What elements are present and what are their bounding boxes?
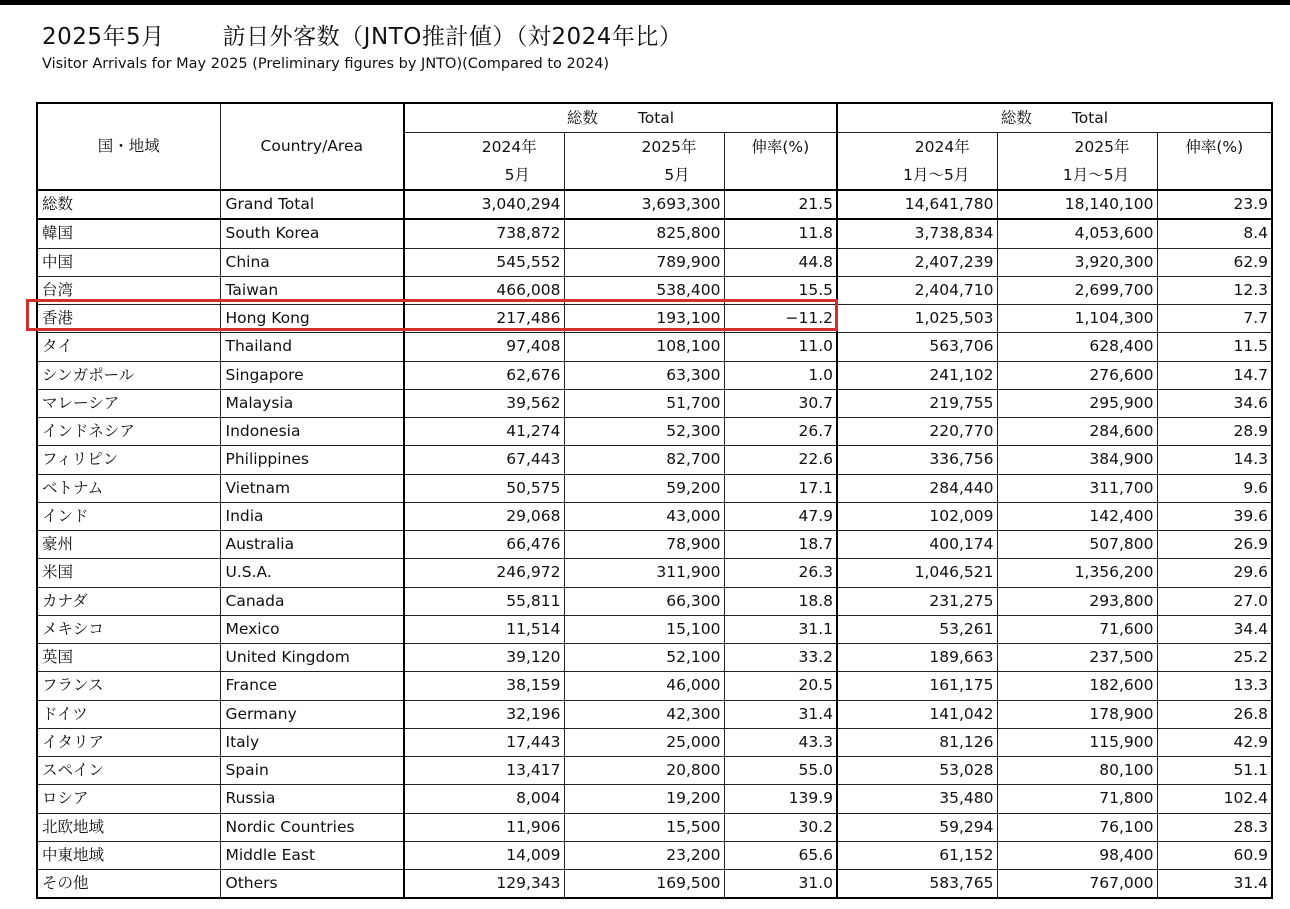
ytd-growth-cell: 7.7 [1157, 305, 1272, 333]
ytd-2025-cell: 276,600 [997, 361, 1157, 389]
row-name-en-cell: Russia [220, 785, 404, 813]
may-2024-cell: 32,196 [404, 700, 564, 728]
table-row [37, 305, 1272, 333]
may-2025-cell: 3,693,300 [564, 190, 724, 219]
ytd-2024-cell: 59,294 [837, 813, 997, 841]
title-main: 訪日外客数（JNTO推計値）（対2024年比） [222, 24, 683, 50]
table-row [37, 841, 1272, 869]
may-2025-cell: 52,300 [564, 418, 724, 446]
may-growth-cell: 20.5 [724, 672, 837, 700]
row-name-en-cell: India [220, 502, 404, 530]
ytd-2025-cell: 2,699,700 [997, 276, 1157, 304]
may-2025-cell: 169,500 [564, 870, 724, 899]
may-growth-cell: 30.2 [724, 813, 837, 841]
table-row [37, 813, 1272, 841]
may-2024-cell: 66,476 [404, 531, 564, 559]
row-name-jp-cell: タイ [37, 333, 220, 361]
ytd-2024-cell: 1,025,503 [837, 305, 997, 333]
ytd-2024-cell: 2,407,239 [837, 248, 997, 276]
ytd-growth-cell: 42.9 [1157, 728, 1272, 756]
ytd-2025-cell: 237,500 [997, 644, 1157, 672]
ytd-growth-cell: 29.6 [1157, 559, 1272, 587]
may-growth-cell: 33.2 [724, 644, 837, 672]
may-2024-cell: 39,120 [404, 644, 564, 672]
may-growth-cell: 1.0 [724, 361, 837, 389]
ytd-growth-cell: 39.6 [1157, 502, 1272, 530]
header-ytd-2025: 2025年 1月～5月 [997, 133, 1157, 191]
row-name-jp-cell: その他 [37, 870, 220, 899]
row-name-jp-cell: ロシア [37, 785, 220, 813]
header-total-ytd: 総数 Total [837, 103, 1272, 133]
may-2024-cell: 50,575 [404, 474, 564, 502]
table-row [37, 559, 1272, 587]
row-name-jp-cell: 英国 [37, 644, 220, 672]
row-name-jp-cell: メキシコ [37, 615, 220, 643]
table-row [37, 190, 1272, 219]
ytd-2024-cell: 220,770 [837, 418, 997, 446]
may-2025-cell: 538,400 [564, 276, 724, 304]
ytd-2024-cell: 53,261 [837, 615, 997, 643]
ytd-2024-cell: 2,404,710 [837, 276, 997, 304]
ytd-2024-cell: 81,126 [837, 728, 997, 756]
row-name-en-cell: Thailand [220, 333, 404, 361]
may-2025-cell: 311,900 [564, 559, 724, 587]
may-2024-cell: 67,443 [404, 446, 564, 474]
row-name-jp-cell: 中国 [37, 248, 220, 276]
row-name-en-cell: Philippines [220, 446, 404, 474]
may-2024-cell: 14,009 [404, 841, 564, 869]
may-2024-cell: 55,811 [404, 587, 564, 615]
table-row [37, 474, 1272, 502]
row-name-en-cell: Taiwan [220, 276, 404, 304]
row-name-en-cell: South Korea [220, 219, 404, 248]
row-name-jp-cell: フィリピン [37, 446, 220, 474]
row-name-jp-cell: 豪州 [37, 531, 220, 559]
may-2025-cell: 15,100 [564, 615, 724, 643]
row-name-en-cell: Others [220, 870, 404, 899]
may-growth-cell: 18.8 [724, 587, 837, 615]
ytd-2024-cell: 53,028 [837, 757, 997, 785]
row-name-en-cell: Mexico [220, 615, 404, 643]
row-name-jp-cell: イタリア [37, 728, 220, 756]
table-row [37, 333, 1272, 361]
may-2024-cell: 466,008 [404, 276, 564, 304]
ytd-2025-cell: 76,100 [997, 813, 1157, 841]
table-row [37, 248, 1272, 276]
row-name-jp-cell: 米国 [37, 559, 220, 587]
may-growth-cell: 26.3 [724, 559, 837, 587]
may-2024-cell: 129,343 [404, 870, 564, 899]
may-2024-cell: 29,068 [404, 502, 564, 530]
header-may-2024: 2024年 5月 [404, 133, 564, 191]
ytd-2024-cell: 3,738,834 [837, 219, 997, 248]
table-row [37, 389, 1272, 417]
ytd-2025-cell: 3,920,300 [997, 248, 1157, 276]
may-2025-cell: 59,200 [564, 474, 724, 502]
row-name-en-cell: Italy [220, 728, 404, 756]
ytd-2025-cell: 507,800 [997, 531, 1157, 559]
ytd-2024-cell: 400,174 [837, 531, 997, 559]
may-2025-cell: 23,200 [564, 841, 724, 869]
ytd-2025-cell: 1,104,300 [997, 305, 1157, 333]
may-2025-cell: 25,000 [564, 728, 724, 756]
may-2025-cell: 19,200 [564, 785, 724, 813]
ytd-2025-cell: 80,100 [997, 757, 1157, 785]
ytd-growth-cell: 27.0 [1157, 587, 1272, 615]
may-growth-cell: 31.0 [724, 870, 837, 899]
ytd-growth-cell: 31.4 [1157, 870, 1272, 899]
row-name-jp-cell: ドイツ [37, 700, 220, 728]
may-2024-cell: 11,906 [404, 813, 564, 841]
row-name-jp-cell: フランス [37, 672, 220, 700]
table-row [37, 418, 1272, 446]
ytd-growth-cell: 60.9 [1157, 841, 1272, 869]
ytd-growth-cell: 28.9 [1157, 418, 1272, 446]
table-body [37, 190, 1272, 898]
ytd-2025-cell: 628,400 [997, 333, 1157, 361]
ytd-2025-cell: 142,400 [997, 502, 1157, 530]
ytd-2024-cell: 61,152 [837, 841, 997, 869]
row-name-en-cell: Nordic Countries [220, 813, 404, 841]
row-name-en-cell: Australia [220, 531, 404, 559]
table-row [37, 757, 1272, 785]
ytd-2024-cell: 241,102 [837, 361, 997, 389]
row-name-jp-cell: 総数 [37, 190, 220, 219]
may-2024-cell: 62,676 [404, 361, 564, 389]
visitor-arrivals-table [36, 102, 1273, 899]
may-2024-cell: 13,417 [404, 757, 564, 785]
may-2025-cell: 789,900 [564, 248, 724, 276]
ytd-2025-cell: 284,600 [997, 418, 1157, 446]
may-2024-cell: 3,040,294 [404, 190, 564, 219]
ytd-2024-cell: 336,756 [837, 446, 997, 474]
may-2025-cell: 42,300 [564, 700, 724, 728]
row-name-jp-cell: 韓国 [37, 219, 220, 248]
ytd-2024-cell: 35,480 [837, 785, 997, 813]
may-growth-cell: 11.8 [724, 219, 837, 248]
table-row [37, 615, 1272, 643]
row-name-en-cell: Vietnam [220, 474, 404, 502]
may-growth-cell: 55.0 [724, 757, 837, 785]
may-growth-cell: 44.8 [724, 248, 837, 276]
title-date: 2025年5月 [42, 24, 165, 50]
header-region-jp: 国・地域 [37, 103, 220, 190]
may-2025-cell: 825,800 [564, 219, 724, 248]
may-2025-cell: 66,300 [564, 587, 724, 615]
row-name-en-cell: Canada [220, 587, 404, 615]
may-2025-cell: 82,700 [564, 446, 724, 474]
ytd-growth-cell: 8.4 [1157, 219, 1272, 248]
row-name-jp-cell: ベトナム [37, 474, 220, 502]
row-name-en-cell: Germany [220, 700, 404, 728]
may-2025-cell: 46,000 [564, 672, 724, 700]
may-growth-cell: 31.1 [724, 615, 837, 643]
may-2024-cell: 39,562 [404, 389, 564, 417]
may-2025-cell: 193,100 [564, 305, 724, 333]
may-growth-cell: 17.1 [724, 474, 837, 502]
row-name-en-cell: Singapore [220, 361, 404, 389]
may-2025-cell: 43,000 [564, 502, 724, 530]
ytd-2025-cell: 71,600 [997, 615, 1157, 643]
header-may-2025: 2025年 5月 [564, 133, 724, 191]
ytd-2025-cell: 4,053,600 [997, 219, 1157, 248]
ytd-2024-cell: 284,440 [837, 474, 997, 502]
may-growth-cell: 31.4 [724, 700, 837, 728]
row-name-en-cell: China [220, 248, 404, 276]
ytd-2024-cell: 14,641,780 [837, 190, 997, 219]
table-row [37, 644, 1272, 672]
ytd-2025-cell: 115,900 [997, 728, 1157, 756]
row-name-en-cell: Spain [220, 757, 404, 785]
may-2024-cell: 545,552 [404, 248, 564, 276]
row-name-jp-cell: インド [37, 502, 220, 530]
row-name-jp-cell: インドネシア [37, 418, 220, 446]
header-region-en: Country/Area [220, 103, 404, 190]
may-2025-cell: 15,500 [564, 813, 724, 841]
ytd-2024-cell: 583,765 [837, 870, 997, 899]
ytd-growth-cell: 25.2 [1157, 644, 1272, 672]
may-2025-cell: 20,800 [564, 757, 724, 785]
may-growth-cell: 47.9 [724, 502, 837, 530]
row-name-jp-cell: 台湾 [37, 276, 220, 304]
ytd-2024-cell: 563,706 [837, 333, 997, 361]
row-name-en-cell: Indonesia [220, 418, 404, 446]
ytd-growth-cell: 23.9 [1157, 190, 1272, 219]
may-2025-cell: 63,300 [564, 361, 724, 389]
row-name-en-cell: United Kingdom [220, 644, 404, 672]
ytd-growth-cell: 28.3 [1157, 813, 1272, 841]
ytd-2025-cell: 182,600 [997, 672, 1157, 700]
table-row [37, 700, 1272, 728]
may-2024-cell: 8,004 [404, 785, 564, 813]
ytd-2024-cell: 231,275 [837, 587, 997, 615]
may-2025-cell: 52,100 [564, 644, 724, 672]
table-row [37, 531, 1272, 559]
table-row [37, 502, 1272, 530]
row-name-jp-cell: 北欧地域 [37, 813, 220, 841]
ytd-2025-cell: 178,900 [997, 700, 1157, 728]
ytd-2025-cell: 98,400 [997, 841, 1157, 869]
row-name-en-cell: Hong Kong [220, 305, 404, 333]
ytd-2024-cell: 141,042 [837, 700, 997, 728]
ytd-growth-cell: 12.3 [1157, 276, 1272, 304]
may-2024-cell: 97,408 [404, 333, 564, 361]
row-name-en-cell: Malaysia [220, 389, 404, 417]
may-growth-cell: 139.9 [724, 785, 837, 813]
may-2024-cell: 41,274 [404, 418, 564, 446]
ytd-2025-cell: 295,900 [997, 389, 1157, 417]
ytd-growth-cell: 62.9 [1157, 248, 1272, 276]
may-2024-cell: 738,872 [404, 219, 564, 248]
may-growth-cell: −11.2 [724, 305, 837, 333]
may-growth-cell: 65.6 [724, 841, 837, 869]
ytd-growth-cell: 26.8 [1157, 700, 1272, 728]
row-name-jp-cell: 香港 [37, 305, 220, 333]
table-row [37, 446, 1272, 474]
row-name-en-cell: Grand Total [220, 190, 404, 219]
ytd-2025-cell: 293,800 [997, 587, 1157, 615]
ytd-2024-cell: 219,755 [837, 389, 997, 417]
row-name-jp-cell: カナダ [37, 587, 220, 615]
may-2024-cell: 17,443 [404, 728, 564, 756]
ytd-growth-cell: 34.4 [1157, 615, 1272, 643]
ytd-growth-cell: 13.3 [1157, 672, 1272, 700]
row-name-jp-cell: マレーシア [37, 389, 220, 417]
may-growth-cell: 21.5 [724, 190, 837, 219]
may-growth-cell: 22.6 [724, 446, 837, 474]
may-2024-cell: 11,514 [404, 615, 564, 643]
may-2024-cell: 217,486 [404, 305, 564, 333]
may-2024-cell: 38,159 [404, 672, 564, 700]
ytd-2025-cell: 767,000 [997, 870, 1157, 899]
table-row [37, 361, 1272, 389]
ytd-growth-cell: 11.5 [1157, 333, 1272, 361]
may-2024-cell: 246,972 [404, 559, 564, 587]
table-row [37, 587, 1272, 615]
table-row [37, 219, 1272, 248]
may-growth-cell: 43.3 [724, 728, 837, 756]
ytd-growth-cell: 34.6 [1157, 389, 1272, 417]
header-ytd-growth: 伸率(%) [1157, 133, 1272, 191]
top-border [0, 0, 1290, 5]
row-name-jp-cell: スペイン [37, 757, 220, 785]
table-row [37, 276, 1272, 304]
ytd-growth-cell: 51.1 [1157, 757, 1272, 785]
ytd-growth-cell: 102.4 [1157, 785, 1272, 813]
table-row [37, 728, 1272, 756]
may-2025-cell: 51,700 [564, 389, 724, 417]
row-name-en-cell: U.S.A. [220, 559, 404, 587]
may-growth-cell: 30.7 [724, 389, 837, 417]
may-growth-cell: 26.7 [724, 418, 837, 446]
ytd-2025-cell: 384,900 [997, 446, 1157, 474]
ytd-2025-cell: 1,356,200 [997, 559, 1157, 587]
page-title [42, 18, 682, 51]
ytd-2024-cell: 102,009 [837, 502, 997, 530]
row-name-jp-cell: シンガポール [37, 361, 220, 389]
row-name-jp-cell: 中東地域 [37, 841, 220, 869]
may-growth-cell: 18.7 [724, 531, 837, 559]
ytd-2024-cell: 161,175 [837, 672, 997, 700]
ytd-growth-cell: 14.7 [1157, 361, 1272, 389]
ytd-2024-cell: 189,663 [837, 644, 997, 672]
page-subtitle: Visitor Arrivals for May 2025 (Preliminary figures by JNTO)(Compared to 2024) [42, 56, 610, 72]
header-total-may: 総数 Total [404, 103, 837, 133]
header-ytd-2024: 2024年 1月～5月 [837, 133, 997, 191]
row-name-en-cell: France [220, 672, 404, 700]
may-2025-cell: 108,100 [564, 333, 724, 361]
may-2025-cell: 78,900 [564, 531, 724, 559]
ytd-growth-cell: 14.3 [1157, 446, 1272, 474]
header-may-growth: 伸率(%) [724, 133, 837, 191]
ytd-2025-cell: 71,800 [997, 785, 1157, 813]
table-row [37, 672, 1272, 700]
row-name-en-cell: Middle East [220, 841, 404, 869]
may-growth-cell: 11.0 [724, 333, 837, 361]
ytd-growth-cell: 9.6 [1157, 474, 1272, 502]
table-row [37, 785, 1272, 813]
ytd-growth-cell: 26.9 [1157, 531, 1272, 559]
ytd-2024-cell: 1,046,521 [837, 559, 997, 587]
ytd-2025-cell: 311,700 [997, 474, 1157, 502]
table-row [37, 870, 1272, 899]
ytd-2025-cell: 18,140,100 [997, 190, 1157, 219]
may-growth-cell: 15.5 [724, 276, 837, 304]
